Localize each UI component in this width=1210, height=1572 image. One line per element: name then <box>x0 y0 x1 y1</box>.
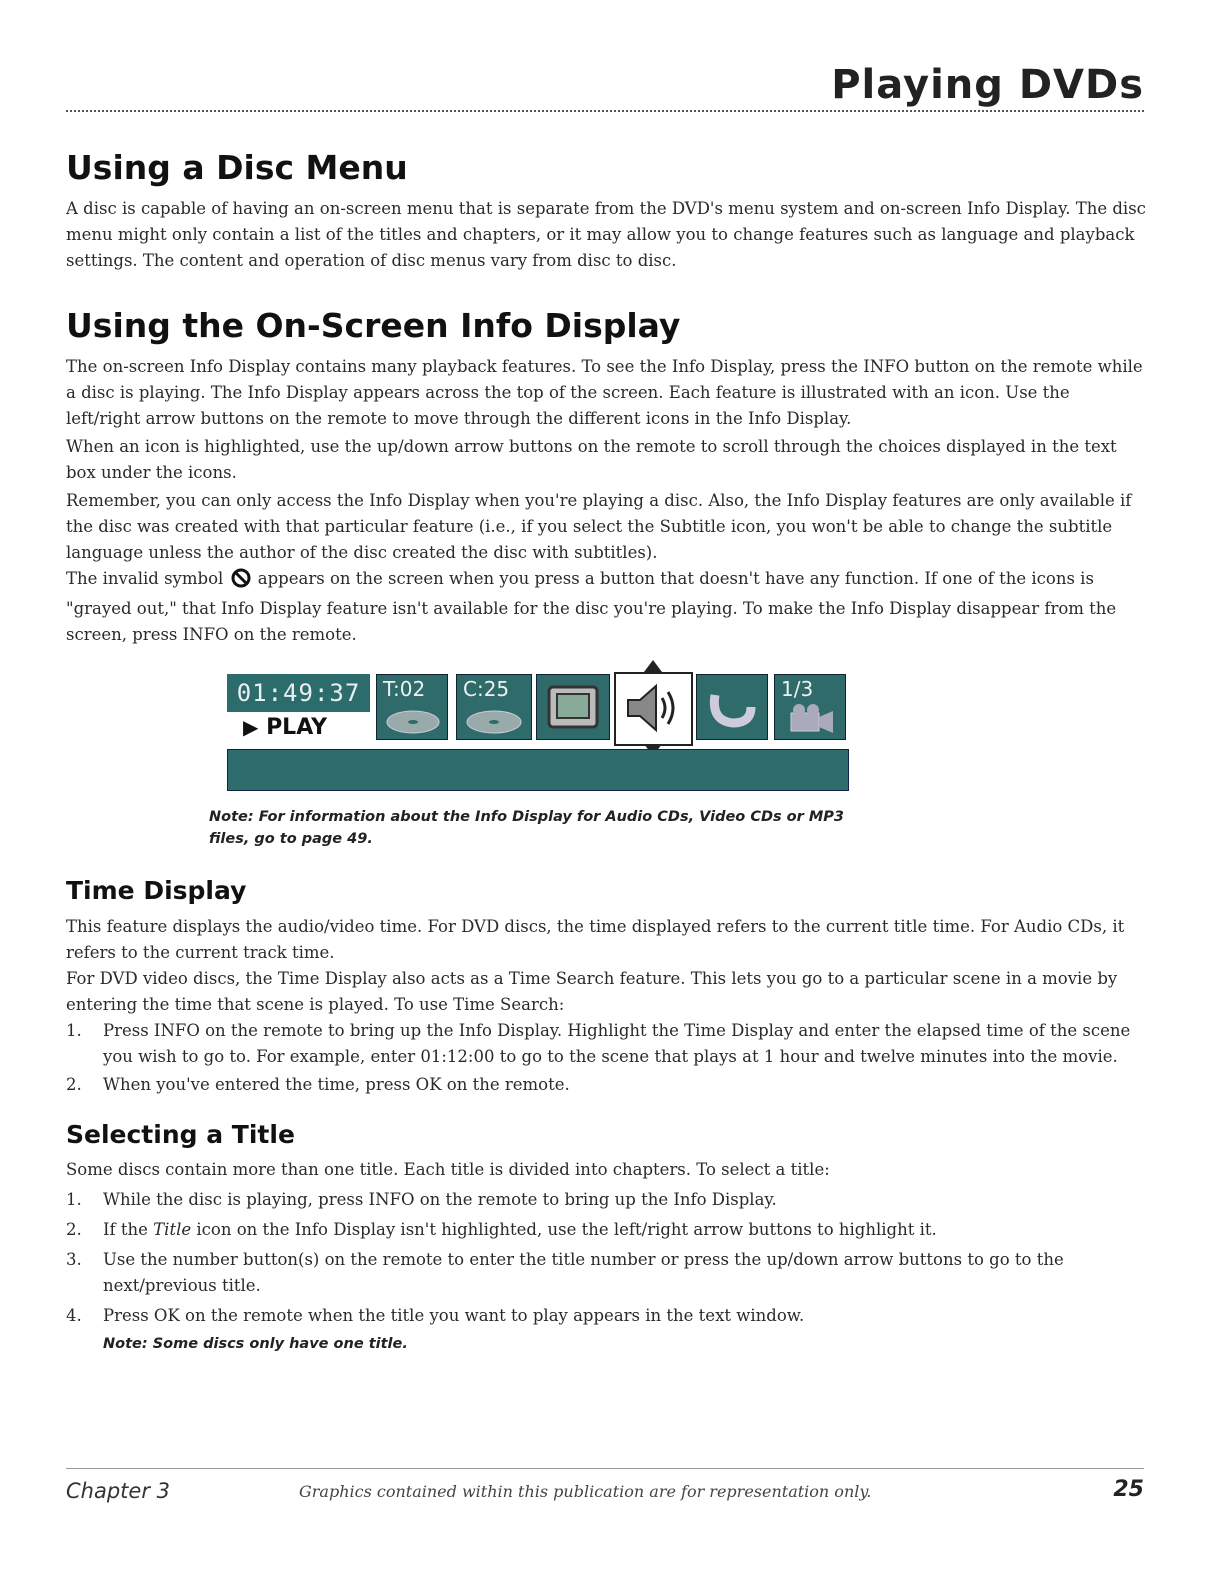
disc-menu-paragraph: A disc is capable of having an on-screen menu that is separate from the DVD's menu system and on-screen Info Display. The disc menu might only contain a list of the titles and chapters, or it may allow you to change features such as language and playback settings. The content and operation of disc menus vary from disc to disc. <box>66 199 1146 270</box>
list-item-number: 2. <box>66 1075 82 1094</box>
list-item <box>66 1217 1146 1243</box>
info-display-note: Note: For information about the Info Display for Audio CDs, Video CDs or MP3 files, go to page 49. <box>209 809 844 847</box>
invalid-symbol-icon <box>231 568 251 596</box>
chapter-icon <box>456 674 532 740</box>
angle-icon <box>774 674 846 740</box>
info-display-illustration <box>227 666 847 792</box>
selecting-title-note: Note: Some discs only have one title. <box>103 1336 408 1352</box>
list-item-number: 2. <box>66 1220 82 1239</box>
invalid-symbol-text-after: appears on the screen when you press a button that doesn't have any function. If one of the icons is "grayed out," that Info Display feature isn't available for the disc you're playing. To make the Info Display disappear from the screen, press INFO on the remote. <box>66 569 1117 644</box>
subheading-time-display: Time Display <box>66 876 247 905</box>
info-display-paragraph-3: Remember, you can only access the Info Display when you're playing a disc. Also, the Info Display features are only available if the disc was created with that particular feature (i.e., if you select the Subtitle icon, you won't be able to change the subtitle language unless the author of the disc created the disc with subtitles). <box>66 491 1132 562</box>
list-item-number: 3. <box>66 1250 82 1269</box>
footer-chapter: Chapter 3 <box>66 1479 170 1503</box>
footer-disclaimer: Graphics contained within this publication are for representation only. <box>299 1482 872 1501</box>
list-item <box>66 1018 1146 1070</box>
list-item-text: While the disc is playing, press INFO on the remote to bring up the Info Display. <box>103 1190 777 1209</box>
time-search-steps <box>66 1018 1146 1098</box>
angle-tile-text: 1/3 <box>781 677 814 701</box>
list-item-number: 1. <box>66 1190 82 1209</box>
selecting-title-intro: Some discs contain more than one title. Each title is divided into chapters. To select a title: <box>66 1160 830 1179</box>
list-item-text: Use the number button(s) on the remote to enter the title number or press the up/down arrow buttons to go to the next/previous title. <box>103 1250 1064 1295</box>
chapter-tile-text: C:25 <box>463 677 510 701</box>
title-icon <box>376 674 448 740</box>
invalid-symbol-text-before: The invalid symbol <box>66 569 224 588</box>
time-display-box: 01:49:37 <box>227 674 370 712</box>
list-item <box>66 1303 1146 1329</box>
list-item-emphasis: Title <box>153 1220 192 1239</box>
title-tile-text: T:02 <box>383 677 426 701</box>
list-item-text: If the <box>103 1220 148 1239</box>
list-item-number: 1. <box>66 1021 82 1040</box>
play-status-label: PLAY <box>266 715 328 740</box>
list-item-text: Press OK on the remote when the title you want to play appears in the text window. <box>103 1306 805 1325</box>
page-footer <box>66 1468 1144 1509</box>
info-display-paragraph-2: When an icon is highlighted, use the up/down arrow buttons on the remote to scroll through the choices displayed in the text box under the icons. <box>66 437 1117 482</box>
select-title-steps <box>66 1187 1146 1357</box>
list-item <box>66 1247 1146 1299</box>
time-display-paragraph-2: For DVD video discs, the Time Display also acts as a Time Search feature. This lets you go to a particular scene in a movie by entering the time that scene is played. To use Time Search: <box>66 969 1118 1014</box>
info-text-box <box>227 749 849 791</box>
info-display-paragraph-1: The on-screen Info Display contains many playback features. To see the Info Display, press the INFO button on the remote while a disc is playing. The Info Display appears across the top of the screen. Each feature is illustrated with an icon. Use the left/right arrow buttons on the remote to move through the different icons in the Info Display. <box>66 357 1143 428</box>
list-item <box>66 1072 1146 1098</box>
section-heading-disc-menu: Using a Disc Menu <box>66 148 408 187</box>
list-item-text: Press INFO on the remote to bring up the Info Display. Highlight the Time Display and enter the elapsed time of the scene you wish to go to. For example, enter 01:12:00 to go to the scene that plays at 1 hour and twelve minutes into the movie. <box>103 1021 1131 1066</box>
up-arrow-icon <box>644 660 662 672</box>
page-header <box>66 62 1144 112</box>
list-item <box>66 1187 1146 1213</box>
section-heading-info-display: Using the On-Screen Info Display <box>66 306 681 345</box>
play-arrow-icon: ▶ <box>243 715 259 739</box>
time-display-paragraph-1: This feature displays the audio/video time. For DVD discs, the time displayed refers to the current title time. For Audio CDs, it refers to the current track time. <box>66 917 1125 962</box>
display-screen-icon <box>536 674 610 740</box>
info-display-paragraph-4 <box>66 566 1146 648</box>
list-item-text: icon on the Info Display isn't highlighted, use the left/right arrow buttons to highlight it. <box>196 1220 937 1239</box>
list-item-text: When you've entered the time, press OK on the remote. <box>103 1075 570 1094</box>
subtitle-icon <box>696 674 768 740</box>
subheading-selecting-title: Selecting a Title <box>66 1120 295 1149</box>
page-number: 25 <box>1113 1477 1144 1502</box>
play-status <box>243 712 327 742</box>
page-header-title: Playing DVDs <box>831 62 1144 108</box>
audio-icon-highlighted <box>614 672 693 746</box>
list-item-number: 4. <box>66 1306 82 1325</box>
